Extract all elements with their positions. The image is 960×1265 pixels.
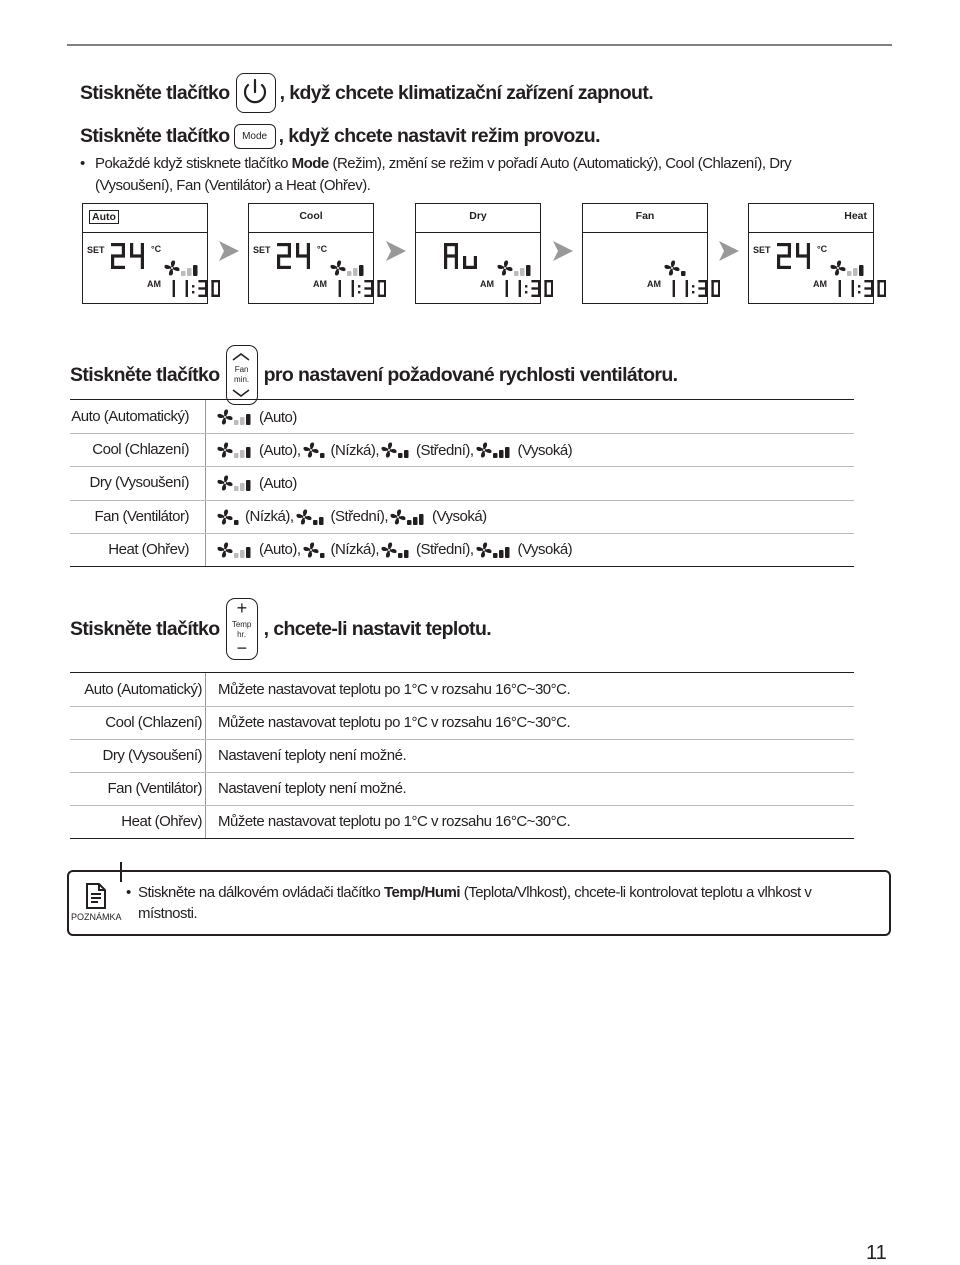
fan-high-icon [390,508,429,526]
clock-readout [166,280,220,297]
panel-separator [83,232,207,233]
note-icon-label: POZNÁMKA [71,912,122,922]
plus-icon: + [236,598,247,618]
note-line1 [138,884,811,901]
fan-prefix: Stiskněte tlačítko [70,363,220,386]
fan-instruction [70,345,678,405]
fan-table-rule [70,500,854,501]
fan-low-icon [303,441,328,459]
mode-note-line1 [95,155,791,172]
temp-row-value: Můžete nastavovat teplotu po 1°C v rozsahu 16°C~30°C. [218,681,571,698]
fan-speed-label: (Vysoká) [432,508,487,526]
fan-speed-label: (Auto) [259,408,297,426]
mode-label: Dry [469,210,487,222]
fan-row-speeds [217,473,299,493]
next-mode-arrow-icon [216,238,242,264]
fan-mid-icon [381,441,413,459]
celsius-label: °C [151,244,162,254]
note-line1-b: (Teplota/Vlhkost), chcete-li kontrolovat teplotu a vlhkost v [460,884,812,901]
temp-instruction [70,598,491,660]
fan-speed-icon [830,259,869,277]
mode-label: Heat [844,210,867,222]
minus-icon: − [236,638,247,658]
temp-table-rule [70,772,854,773]
temp-table-rule [70,739,854,740]
fan-high-icon [476,441,515,459]
power-instruction [80,73,653,113]
temp-button[interactable] [226,598,258,660]
fan-row-speeds [217,540,574,560]
clock-readout [666,280,720,297]
temp-row-mode: Heat (Ohřev) [121,813,202,830]
temp-row-value: Můžete nastavovat teplotu po 1°C v rozsahu 16°C~30°C. [218,714,571,731]
temp-table-top [70,672,854,673]
am-label: AM [647,279,661,289]
fan-high-icon [476,541,515,559]
temp-button-bottom: hr. [237,630,247,639]
mode-note-line1-b: (Režim), změní se režim v pořadí Auto (Automatický), Cool (Chlazení), Dry [328,155,792,172]
fan-speed-icon [164,259,203,277]
set-label: SET [753,245,771,255]
fan-mid-icon [296,508,328,526]
clock-readout [832,280,886,297]
note-icon [84,882,108,910]
chevron-down-icon [231,388,251,398]
mode-display-fan [582,203,708,304]
fan-table-bottom [70,566,854,567]
fan-row-speeds [217,507,489,527]
mode-suffix: , když chcete nastavit režim provozu. [278,125,600,147]
note-line1-a: Stiskněte na dálkovém ovládači tlačítko [138,884,384,901]
temp-row-value: Nastavení teploty není možné. [218,780,407,797]
mode-note-line1-a: Pokaždé když stisknete tlačítko [95,155,292,172]
fan-table-top [70,399,854,400]
fan-table-rule [70,433,854,434]
clock-readout [499,280,553,297]
mode-note-bullet: • [80,155,85,172]
temp-button-top: Temp [231,620,252,629]
fan-button[interactable] [226,345,258,405]
mode-display-auto [82,203,208,304]
note-icon-area [71,878,121,934]
fan-speed-label: (Nízká), [330,541,380,559]
panel-separator [249,232,373,233]
temp-table-rule [70,706,854,707]
fan-row-mode: Heat (Ohřev) [108,540,189,558]
am-label: AM [313,279,327,289]
fan-status [497,259,536,277]
fan-speed-icon [497,259,536,277]
mode-instruction [80,124,600,149]
mode-display-cool [248,203,374,304]
temp-prefix: Stiskněte tlačítko [70,617,220,640]
fan-button-top: Fan [234,365,249,374]
mode-button[interactable] [234,124,276,149]
note-bold: Temp/Humi [383,884,461,901]
temp-table-bottom [70,838,854,839]
fan-status [330,259,369,277]
fan-auto-icon [217,541,256,559]
temp-suffix: , chcete-li nastavit teplotu. [263,617,492,640]
mode-label: Auto [89,210,119,224]
power-icon [235,72,275,112]
fan-status [830,259,869,277]
temperature-readout [777,243,810,269]
celsius-label: °C [817,244,828,254]
fan-row-speeds [217,407,299,427]
temperature-readout [444,243,477,269]
fan-low-icon [303,541,328,559]
header-rule [67,44,892,46]
am-label: AM [813,279,827,289]
chevron-up-icon [231,352,251,362]
fan-speed-label: (Nízká), [330,441,380,459]
panel-separator [583,232,707,233]
fan-auto-icon [217,441,256,459]
fan-row-mode: Auto (Automatický) [71,408,189,425]
fan-status [164,259,203,277]
fan-speed-label: (Střední), [416,441,474,459]
panel-separator [416,232,540,233]
temp-row-mode: Cool (Chlazení) [105,714,202,731]
temp-table-divider [205,673,206,838]
next-mode-arrow-icon [383,238,409,264]
note-bullet: • [126,884,131,901]
panel-separator [749,232,873,233]
set-label: SET [87,245,105,255]
temp-row-value: Nastavení teploty není možné. [218,747,407,764]
fan-auto-icon [217,474,256,492]
fan-speed-label: (Střední), [330,508,389,526]
mode-prefix: Stiskněte tlačítko [80,125,230,147]
mode-display-heat [748,203,874,304]
fan-speed-label: (Auto) [259,474,297,492]
fan-speed-label: (Vysoká) [517,441,573,459]
fan-row-mode: Cool (Chlazení) [92,441,189,459]
fan-mid-icon [381,541,413,559]
fan-speed-label: (Střední), [416,541,474,559]
note-line2: místnosti. [138,905,198,922]
fan-speed-icon [330,259,369,277]
temperature-readout [277,243,310,269]
temperature-readout [111,243,144,269]
temp-row-mode: Dry (Vysoušení) [102,747,202,764]
page-number: 11 [866,1242,887,1264]
power-prefix: Stiskněte tlačítko [80,81,230,104]
next-mode-arrow-icon [716,238,742,264]
fan-table-divider [205,400,206,566]
note-box [67,870,891,936]
fan-table-rule [70,466,854,467]
mode-note-line2: (Vysoušení), Fan (Ventilátor) a Heat (Ohřev). [95,177,371,194]
mode-label: Cool [299,210,323,222]
fan-row-mode: Fan (Ventilátor) [94,507,189,525]
fan-status [664,259,689,277]
fan-auto-icon [217,408,256,426]
mode-button-label: Mode [242,131,268,142]
temp-row-value: Můžete nastavovat teplotu po 1°C v rozsahu 16°C~30°C. [218,813,571,830]
fan-button-bottom: min. [234,375,250,384]
note-divider [120,862,122,882]
fan-speed-label: (Vysoká) [517,541,573,559]
next-mode-arrow-icon [550,238,576,264]
fan-speed-label: (Auto), [259,541,301,559]
temp-row-mode: Auto (Automatický) [84,681,202,698]
fan-table-rule [70,533,854,534]
mode-note-bold: Mode [291,155,329,172]
set-label: SET [253,245,271,255]
temp-table-rule [70,805,854,806]
fan-speed-label: (Auto), [259,441,301,459]
temp-row-mode: Fan (Ventilátor) [107,780,202,797]
clock-readout [332,280,386,297]
fan-speed-label: (Nízká), [245,508,294,526]
celsius-label: °C [317,244,328,254]
mode-display-dry [415,203,541,304]
fan-low-icon [217,508,242,526]
am-label: AM [147,279,161,289]
fan-speed-icon [664,259,689,277]
am-label: AM [480,279,494,289]
fan-suffix: pro nastavení požadované rychlosti ventilátoru. [263,363,678,386]
power-suffix: , když chcete klimatizační zařízení zapnout. [279,81,654,104]
mode-label: Fan [635,210,655,222]
fan-row-mode: Dry (Vysoušení) [89,474,189,492]
power-button[interactable] [236,73,276,113]
fan-row-speeds [217,440,574,460]
